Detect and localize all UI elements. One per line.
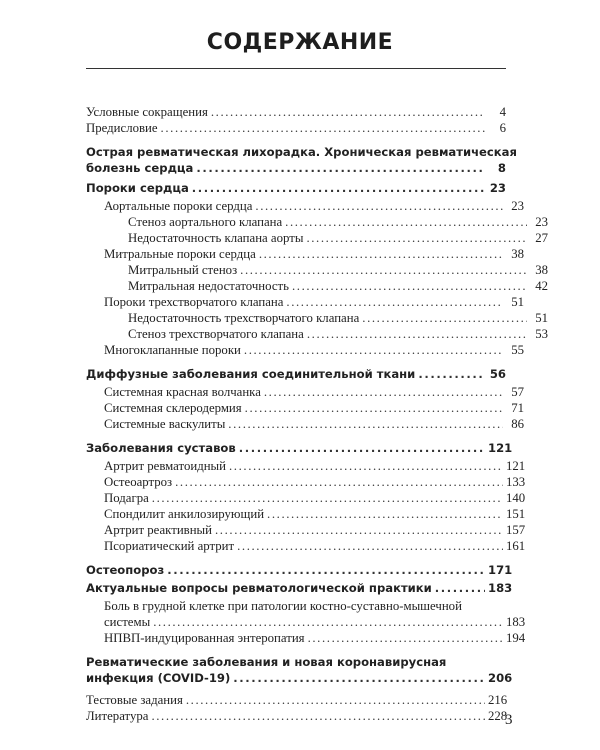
dot-leader — [240, 262, 527, 278]
toc-entry-page: 4 — [499, 105, 506, 119]
dot-leader — [362, 310, 527, 326]
toc-entry-title: Подагра — [104, 491, 149, 505]
toc-entry-title: НПВП-индуцированная энтеропатия — [104, 631, 305, 645]
toc-entry-osteoarthritis[interactable] — [86, 474, 524, 490]
page-number: 3 — [505, 712, 513, 728]
toc-entry-title: Системные васкулиты — [104, 417, 226, 431]
toc-entry-title: Системная склеродермия — [104, 401, 242, 415]
toc-entry-aortic-insufficiency[interactable] — [86, 230, 548, 246]
toc-entry-page: 161 — [506, 539, 526, 553]
dot-leader — [152, 490, 503, 506]
toc-entry-title: Аортальные пороки сердца — [104, 199, 253, 213]
toc-entry-tricuspid-stenosis[interactable] — [86, 326, 548, 342]
dot-leader — [285, 214, 527, 230]
toc-entry-page: 23 — [489, 181, 506, 195]
dot-leader — [259, 246, 503, 262]
dot-leader — [211, 104, 485, 120]
toc-entry-title-line1: Ревматические заболевания и новая коронавирусная — [86, 655, 447, 669]
toc-entry-page: 27 — [535, 231, 548, 245]
toc-entry-title: инфекция (COVID-19) — [86, 671, 231, 685]
toc-entry-title: Остеоартроз — [104, 475, 173, 489]
toc-entry-title: Псориатический артрит — [104, 539, 235, 553]
toc-entry-psoriatic-arthritis[interactable] — [86, 538, 524, 554]
toc-entry-page: 121 — [506, 459, 526, 473]
toc-entry-title: Пороки сердца — [86, 181, 189, 195]
toc-section-osteoporosis[interactable] — [86, 562, 513, 578]
toc-entry-vasculitis[interactable] — [86, 416, 524, 432]
toc-entry-title: Стеноз трехстворчатого клапана — [128, 327, 304, 341]
toc-section-heart-defects[interactable] — [86, 180, 506, 196]
toc-entry-page: 133 — [506, 475, 526, 489]
toc-entry-title-line1: Боль в грудной клетке при патологии костно-суставно-мышечной — [104, 599, 462, 613]
toc-entry-mitral-defects[interactable] — [86, 246, 524, 262]
dot-leader — [435, 580, 485, 596]
toc-entry-title: Митральный стеноз — [128, 263, 238, 277]
toc-entry-tricuspid-insufficiency[interactable] — [86, 310, 548, 326]
dot-leader — [286, 294, 503, 310]
toc-entry-page: 42 — [535, 279, 548, 293]
toc-entry-page: 55 — [511, 343, 524, 357]
toc-section-connective-tissue[interactable] — [86, 366, 506, 382]
toc-entry-ankylosing-spondylitis[interactable] — [86, 506, 524, 522]
toc-entry-page: 6 — [499, 121, 506, 135]
toc-entry-page: 121 — [488, 441, 513, 455]
dot-leader — [228, 416, 503, 432]
dot-leader — [244, 342, 503, 358]
title-divider — [86, 68, 506, 69]
dot-leader — [418, 366, 485, 382]
toc-entry-title: Литература — [86, 709, 149, 723]
toc-entry-page: 140 — [506, 491, 526, 505]
toc-entry-title: Заболевания суставов — [86, 441, 236, 455]
toc-entry-page: 151 — [506, 507, 526, 521]
toc-entry-title: Актуальные вопросы ревматологической практики — [86, 581, 432, 595]
toc-entry-tricuspid-defects[interactable] — [86, 294, 524, 310]
toc-entry-page: 23 — [535, 215, 548, 229]
toc-entry-page: 51 — [535, 311, 548, 325]
toc-entry-title: Тестовые задания — [86, 693, 183, 707]
toc-entry-literature[interactable] — [86, 708, 506, 724]
page-title: СОДЕРЖАНИЕ — [206, 30, 394, 55]
dot-leader — [151, 708, 485, 724]
dot-leader — [237, 538, 503, 554]
toc-entry-rheumatoid-arthritis[interactable] — [86, 458, 524, 474]
toc-entry-page: 183 — [488, 581, 513, 595]
toc-entry-title: Митральные пороки сердца — [104, 247, 256, 261]
dot-leader — [255, 198, 503, 214]
toc-entry-page: 228 — [488, 709, 508, 723]
dot-leader — [229, 458, 503, 474]
dot-leader — [264, 384, 503, 400]
toc-entry-title: системы — [104, 615, 151, 629]
toc-entry-page: 57 — [511, 385, 524, 399]
toc-entry-page: 71 — [511, 401, 524, 415]
toc-entry-title: Недостаточность трехстворчатого клапана — [128, 311, 360, 325]
toc-entry-mitral-stenosis[interactable] — [86, 262, 548, 278]
toc-entry-page: 23 — [511, 199, 524, 213]
toc-entry-preface[interactable] — [86, 120, 506, 136]
toc-entry-title: Стеноз аортального клапана — [128, 215, 283, 229]
toc-entry-page: 53 — [535, 327, 548, 341]
dot-leader — [245, 400, 503, 416]
toc-entry-page: 171 — [488, 563, 513, 577]
toc-entry-lupus[interactable] — [86, 384, 524, 400]
toc-entry-page: 56 — [489, 367, 506, 381]
dot-leader — [161, 120, 485, 136]
toc-section-rheumatic-fever[interactable] — [86, 144, 517, 176]
toc-entry-page: 38 — [511, 247, 524, 261]
toc-entry-page: 86 — [511, 417, 524, 431]
toc-entry-reactive-arthritis[interactable] — [86, 522, 524, 538]
toc-entry-page: 8 — [497, 161, 506, 175]
dot-leader — [186, 692, 485, 708]
dot-leader — [167, 562, 485, 578]
dot-leader — [175, 474, 503, 490]
toc-entry-tests[interactable] — [86, 692, 506, 708]
dot-leader — [196, 160, 485, 176]
toc-entry-title: Недостаточность клапана аорты — [128, 231, 304, 245]
dot-leader — [267, 506, 503, 522]
toc-entry-page: 183 — [506, 615, 526, 629]
toc-entry-title: болезнь сердца — [86, 161, 194, 175]
toc-entry-page: 157 — [506, 523, 526, 537]
toc-entry-title: Предисловие — [86, 121, 158, 135]
toc-entry-aortic-stenosis[interactable] — [86, 214, 548, 230]
toc-entry-mitral-insufficiency[interactable] — [86, 278, 548, 294]
toc-entry-chest-pain[interactable] — [86, 598, 524, 630]
toc-section-practice-issues[interactable] — [86, 580, 513, 596]
toc-entry-multivalvular-defects[interactable] — [86, 342, 524, 358]
toc-entry-title: Условные сокращения — [86, 105, 208, 119]
dot-leader — [233, 670, 485, 686]
toc-entry-page: 38 — [535, 263, 548, 277]
toc-entry-title-line1: Острая ревматическая лихорадка. Хроническая ревматическая — [86, 145, 517, 159]
toc-entry-page: 216 — [488, 693, 508, 707]
dot-leader — [308, 630, 503, 646]
toc-entry-scleroderma[interactable] — [86, 400, 524, 416]
toc-entry-title: Диффузные заболевания соединительной ткани — [86, 367, 416, 381]
toc-entry-title: Артрит ревматоидный — [104, 459, 226, 473]
toc-entry-title: Остеопороз — [86, 563, 165, 577]
toc-entry-aortic-defects[interactable] — [86, 198, 524, 214]
toc-section-covid[interactable] — [86, 654, 513, 686]
toc-entry-page: 51 — [511, 295, 524, 309]
toc-entry-abbreviations[interactable] — [86, 104, 506, 120]
dot-leader — [215, 522, 503, 538]
toc-entry-page: 206 — [488, 671, 513, 685]
toc-entry-gout[interactable] — [86, 490, 524, 506]
dot-leader — [292, 278, 527, 294]
toc-entry-title: Системная красная волчанка — [104, 385, 261, 399]
dot-leader — [306, 230, 527, 246]
toc-entry-page: 194 — [506, 631, 526, 645]
toc-entry-title: Пороки трехстворчатого клапана — [104, 295, 284, 309]
toc-section-joint-diseases[interactable] — [86, 440, 513, 456]
toc-entry-title: Артрит реактивный — [104, 523, 212, 537]
toc-entry-title: Митральная недостаточность — [128, 279, 289, 293]
toc-entry-nsaid-enteropathy[interactable] — [86, 630, 524, 646]
dot-leader — [307, 326, 527, 342]
toc-entry-title: Многоклапанные пороки — [104, 343, 241, 357]
dot-leader — [239, 440, 485, 456]
toc-entry-title: Спондилит анкилозирующий — [104, 507, 265, 521]
dot-leader — [153, 614, 503, 630]
dot-leader — [192, 180, 485, 196]
